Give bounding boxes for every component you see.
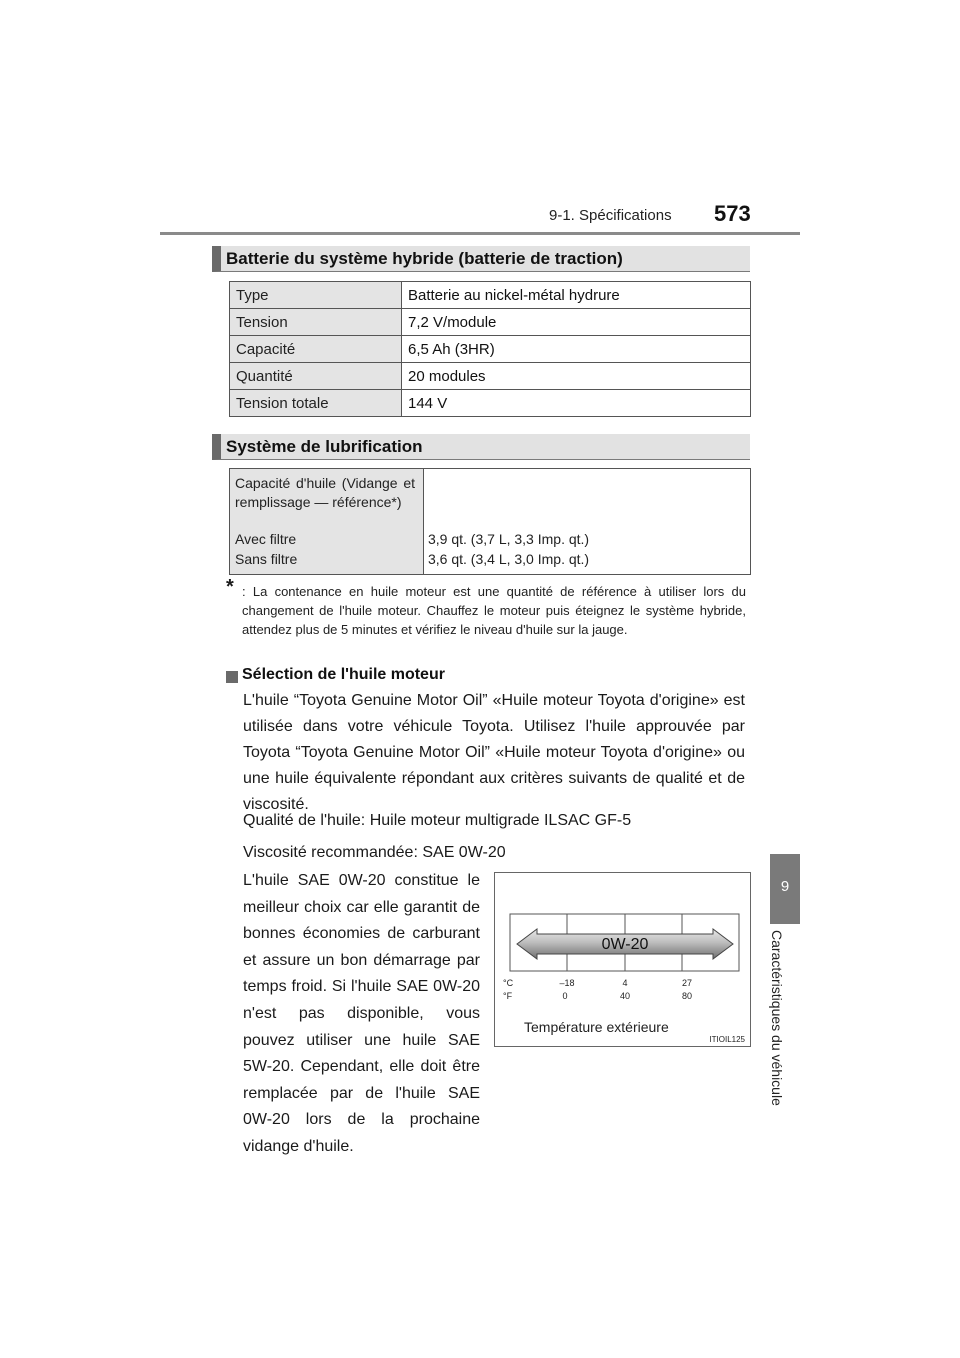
fahrenheit-tick: 40 <box>619 991 631 1001</box>
chapter-label <box>769 930 799 1120</box>
lubrication-section-header <box>212 434 750 460</box>
viscosity-temperature-figure <box>494 872 751 1047</box>
spec-value: 7,2 V/module <box>402 309 751 336</box>
spec-value: Batterie au nickel-métal hydrure <box>402 282 751 309</box>
fahrenheit-tick: 0 <box>562 991 568 1001</box>
without-filter-value: 3,6 qt. (3,4 L, 3,0 Imp. qt.) <box>428 551 590 567</box>
celsius-tick: 27 <box>681 978 693 988</box>
battery-section-header <box>212 246 750 272</box>
table-row <box>230 336 751 363</box>
spec-value: 6,5 Ah (3HR) <box>402 336 751 363</box>
celsius-tick: 4 <box>622 978 628 988</box>
bullet-square-icon <box>226 671 238 683</box>
oil-capacity-key-cell <box>230 469 424 574</box>
battery-spec-table <box>229 281 751 417</box>
footnote <box>226 582 746 639</box>
fahrenheit-unit: °F <box>503 991 513 1001</box>
page-number: 573 <box>714 201 751 226</box>
chapter-label-text: Caractéristiques du véhicule <box>769 930 785 1106</box>
chapter-number: 9 <box>780 878 790 895</box>
header-rule <box>160 232 800 235</box>
celsius-tick: –18 <box>559 978 575 988</box>
oil-capacity-label: Capacité d'huile (Vidange et remplissage — référence*) <box>235 475 415 510</box>
figure-code: ITIOIL125 <box>709 1035 745 1044</box>
oil-viscosity: Viscosité recommandée: SAE 0W-20 <box>243 844 506 861</box>
footnote-text: : La contenance en huile moteur est une quantité de référence à utiliser lors du changement de l'huile moteur. Chauffez le moteur puis éteignez le système hybride, attendez plus de 5 minutes et vérifiez le niveau d'huile sur la jauge. <box>242 584 746 637</box>
oil-selection-title: Sélection de l'huile moteur <box>242 666 445 683</box>
celsius-unit: °C <box>503 978 514 988</box>
fahrenheit-tick: 80 <box>681 991 693 1001</box>
without-filter-label: Sans filtre <box>235 551 298 567</box>
with-filter-label: Avec filtre <box>235 531 297 547</box>
spec-value: 20 modules <box>402 363 751 390</box>
spec-key: Tension <box>230 309 402 336</box>
spec-key: Tension totale <box>230 390 402 417</box>
table-row <box>230 282 751 309</box>
oil-quality: Qualité de l'huile: Huile moteur multigrade ILSAC GF-5 <box>243 812 632 829</box>
oil-recommendation-paragraph: L'huile SAE 0W-20 constitue le meilleur choix car elle garantit de bonnes économies de carburant et assure un bon démarrage par temps froid. Si l'huile SAE 0W-20 n'est pas disponible, vous pouvez utiliser une huile SAE 5W-20. Cependant, elle doit être remplacée par de l'huile SAE 0W-20 lors de la prochaine vidange d'huile. <box>243 872 480 1155</box>
oil-capacity-table <box>229 468 751 575</box>
footnote-marker: * <box>226 576 234 598</box>
table-row <box>230 309 751 336</box>
spec-key: Type <box>230 282 402 309</box>
viscosity-chart <box>495 873 750 1046</box>
section-heading: 9-1. Spécifications <box>549 207 672 224</box>
figure-caption: Température extérieure <box>524 1019 669 1035</box>
with-filter-value: 3,9 qt. (3,7 L, 3,3 Imp. qt.) <box>428 531 590 547</box>
table-row <box>230 390 751 417</box>
oil-selection-paragraph: L'huile “Toyota Genuine Motor Oil” «Huile moteur Toyota d'origine» est utilisée dans votre véhicule Toyota. Utilisez l'huile approuvée par Toyota “Toyota Genuine Motor Oil” «Huile moteur Toyota d'origine» ou une huile équivalente répondant aux critères suivants de qualité et de viscosité. <box>243 692 745 813</box>
battery-section-title: Batterie du système hybride (batterie de traction) <box>226 249 623 268</box>
spec-key: Quantité <box>230 363 402 390</box>
table-row <box>230 363 751 390</box>
spec-key: Capacité <box>230 336 402 363</box>
lubrication-section-title: Système de lubrification <box>226 437 423 456</box>
arrow-label: 0W-20 <box>601 936 649 953</box>
spec-value: 144 V <box>402 390 751 417</box>
